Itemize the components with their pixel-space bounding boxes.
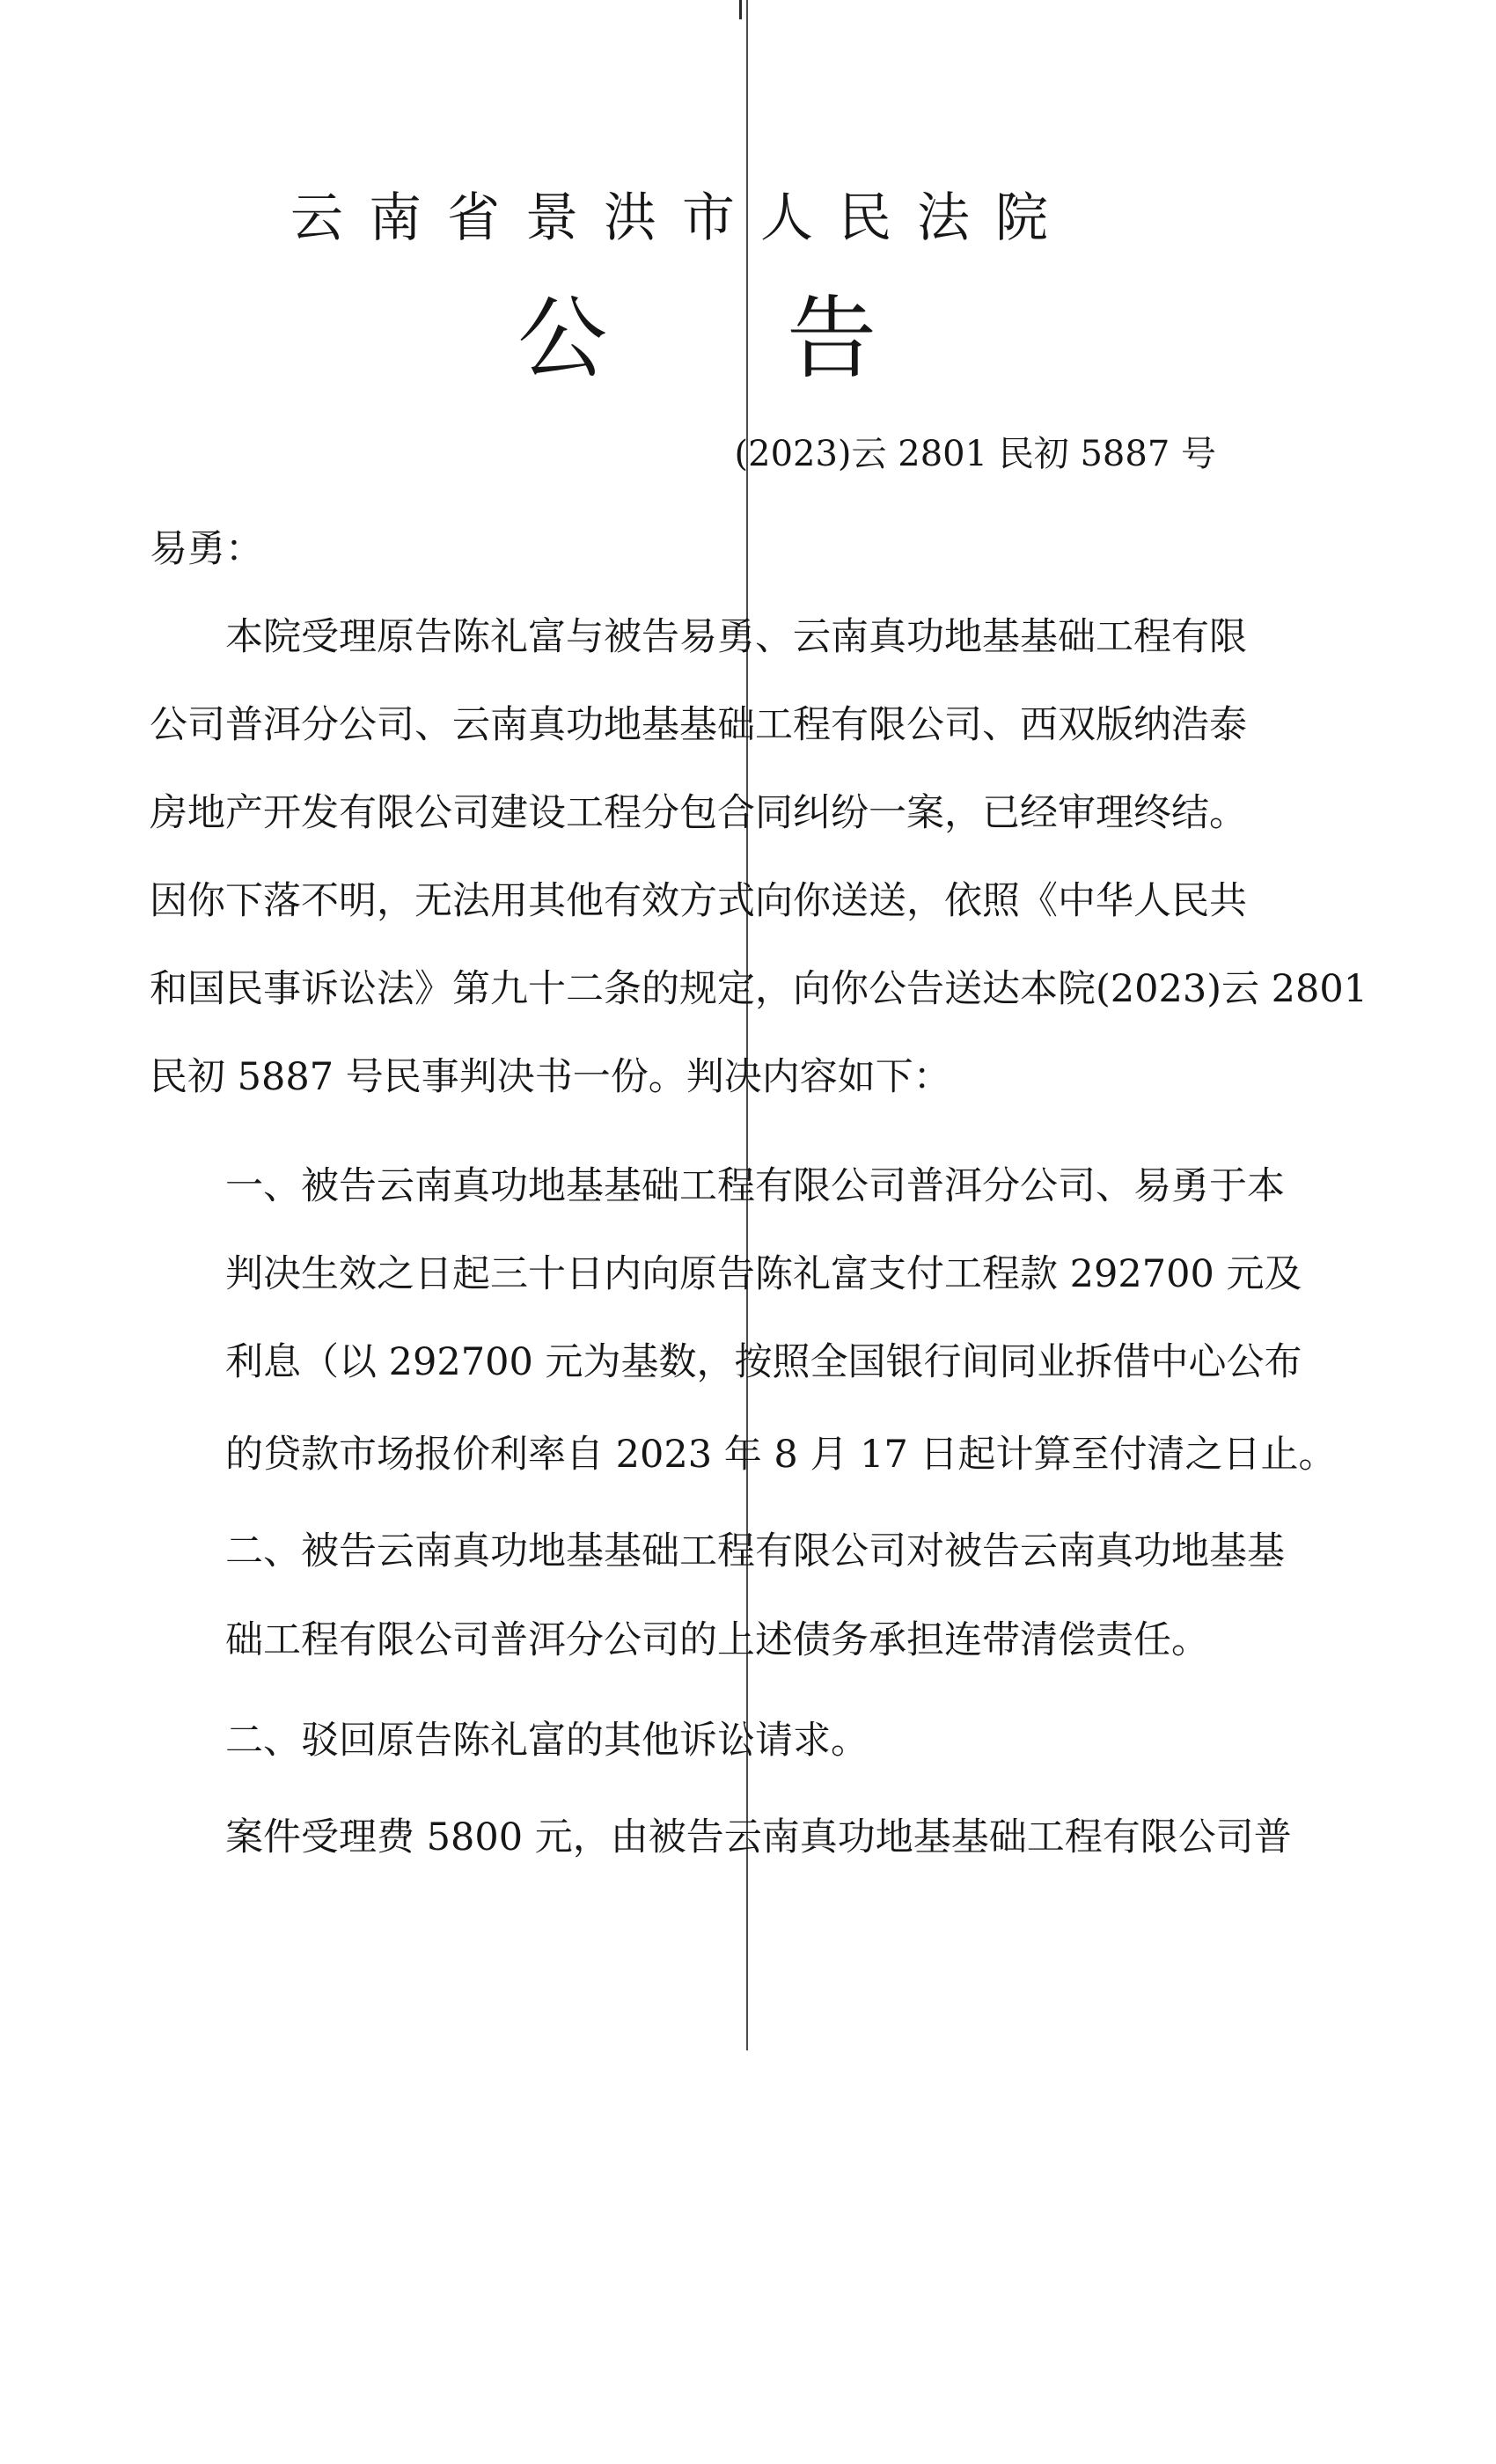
court-title: 云南省景洪市人民法院 xyxy=(290,187,1074,249)
judgment-line: 二、被告云南真功地基基础工程有限公司对被告云南真功地基基 xyxy=(225,1529,1285,1573)
addressee: 易勇： xyxy=(150,527,263,571)
notice-title: 公告 xyxy=(517,287,1056,392)
body-line: 和国民事诉讼法》第九十二条的规定，向你公告送达本院(2023)云 2801 xyxy=(150,967,1368,1011)
judgment-line: 的贷款市场报价利率自 2023 年 8 月 17 日起计算至付清之日止。 xyxy=(225,1433,1337,1477)
judgment-line: 一、被告云南真功地基基础工程有限公司普洱分公司、易勇于本 xyxy=(225,1164,1285,1208)
judgment-line: 案件受理费 5800 元，由被告云南真功地基基础工程有限公司普 xyxy=(225,1815,1292,1859)
body-line: 本院受理原告陈礼富与被告易勇、云南真功地基基础工程有限 xyxy=(225,615,1247,659)
body-line: 房地产开发有限公司建设工程分包合同纠纷一案，已经审理终结。 xyxy=(150,791,1247,835)
body-line: 民初 5887 号民事判决书一份。判决内容如下： xyxy=(150,1055,951,1099)
judgment-line: 利息（以 292700 元为基数，按照全国银行间同业拆借中心公布 xyxy=(225,1340,1302,1384)
judgment-line: 二、驳回原告陈礼富的其他诉讼请求。 xyxy=(225,1719,869,1763)
judgment-line: 础工程有限公司普洱分公司的上述债务承担连带清偿责任。 xyxy=(225,1618,1209,1662)
case-number: (2023)云 2801 民初 5887 号 xyxy=(734,434,1216,474)
body-line: 因你下落不明，无法用其他有效方式向你送送，依照《中华人民共 xyxy=(150,879,1247,923)
scan-crease-tip xyxy=(739,0,742,19)
judgment-line: 判决生效之日起三十日内向原告陈礼富支付工程款 292700 元及 xyxy=(225,1252,1302,1296)
body-line: 公司普洱分公司、云南真功地基基础工程有限公司、西双版纳浩泰 xyxy=(150,703,1247,747)
